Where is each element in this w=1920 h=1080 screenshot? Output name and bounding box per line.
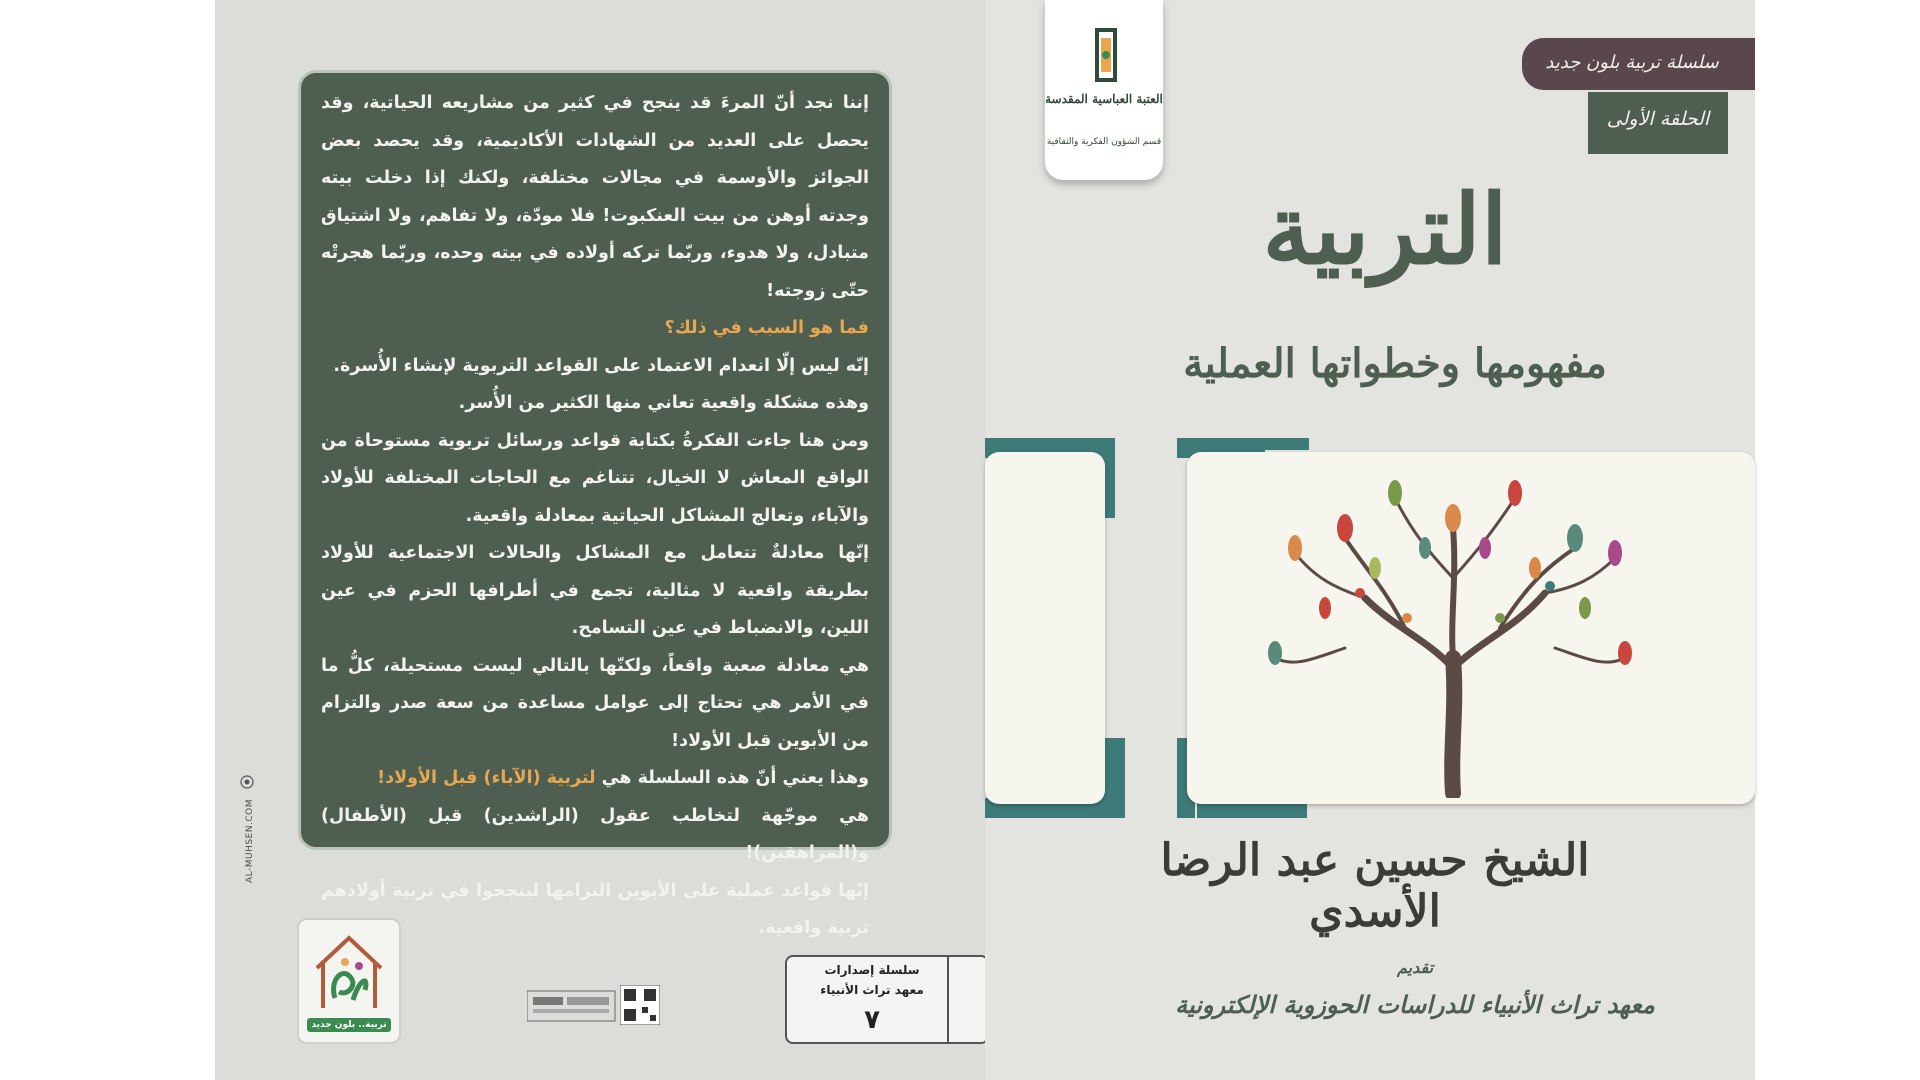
book-title: التربية [1262,173,1508,286]
presenter-label: تقديم [1396,958,1434,977]
website-url: AL-MUHSEN.COM [245,798,255,883]
episode-tab [1588,92,1728,154]
author-name: الشيخ حسين عبد الرضا الأسدي [1160,835,1590,937]
teal-strip [1103,738,1125,818]
blurb-paragraph: إننا نجد أنّ المرءَ قد ينجح في كثير من مشاريعه الحياتية، وقد يحصل على العديد من الشهادات الأكاديمية، وقد يحصد بعض الجوائز والأوسمة في مجالات مختلفة، ولكنك إذا دخلت بيته وجدته أوهن من بيت العنكبوت! فلا مودّة، ولا تفاهم، ولا اشتياق متبادل، ولا هدوء، وربّما تركه أولاده في بيته وحده، وربّما هجرتْه حتّى زوجته! [321,93,869,301]
blurb-paragraph: ومن هنا جاءت الفكرةُ بكتابة قواعد ورسائل تربوية مستوحاة من الواقع المعاش لا الخيال، تتناغم مع الحاجات المختلفة للأولاد والآباء، وتعالج المشاكل الحياتية بمعادلة واقعية. [321,430,869,526]
side-frame-card [985,452,1105,804]
barcode [620,985,660,1025]
presenter-name: معهد تراث الأنبياء للدراسات الحوزوية الإلكترونية [1175,990,1655,1019]
episode-label: الحلقة الأولى [1606,108,1710,130]
blurb-paragraph: إنّه ليس إلّا انعدام الاعتماد على القواعد التربوية لإنشاء الأُسرة. [333,355,869,376]
blurb-question: فما هو السبب في ذلك؟ [664,318,869,338]
series-logo-ribbon: تربية.. بلون جديد [307,1018,391,1032]
series-house-logo [297,918,401,1044]
back-cover [215,0,985,1080]
blurb-highlight: لتربية (الآباء) قبل الأولاد! [377,768,596,788]
institution-emblem-icon [1045,0,1163,90]
blurb-panel [298,70,892,938]
teal-strip [1265,438,1309,450]
blurb-paragraph: وهذه مشكلة واقعية تعاني منها الكثير من الأُسر. [458,393,869,413]
issue-box [785,955,989,1044]
series-label: سلسلة تربية بلون جديد [1545,52,1719,73]
website-vertical [237,775,257,895]
tree-of-people-illustration [1195,458,1725,798]
blurb-text [321,85,869,948]
barcode-icon [620,985,660,1025]
front-cover [985,0,1755,1080]
house-logo-icon [299,920,399,1020]
issue-number: ٧ [864,1005,880,1035]
institution-name: العتبة العباسية المقدسة [1045,92,1163,106]
issue-divider [947,957,949,1042]
blurb-paragraph: هي موجّهة لتخاطب عقول (الراشدين) قبل (الأطفال) و(المراهقين)! [321,805,869,863]
issue-series-label: سلسلة إصدارات [824,963,920,977]
book-subtitle: مفهومها وخطواتها العملية [1183,340,1607,387]
publisher-logo-icon [527,985,617,1027]
blurb-paragraph: إنّها معادلةٌ تتعامل مع المشاكل والحالات الاجتماعية للأولاد بطريقة واقعية لا مثالية، تجمع في أطرافها الحزم في عين اللين، والانضباط في عين التسامح. [321,543,869,638]
blurb-lead: وهذا يعني أنّ هذه السلسلة هي [595,768,869,788]
blurb-paragraph: إنّها قواعد عملية على الأبوين التزامها لينجحوا في تربية أولادهم تربية واقعية. [321,880,869,938]
blurb-paragraph [321,760,869,798]
institution-logo [1045,0,1163,180]
institution-department: قسم الشؤون الفكرية والثقافية [1046,137,1162,147]
series-tab [1522,38,1755,90]
issue-publisher-label: معهد تراث الأنبياء [820,983,924,997]
blurb-paragraph: هي معادلة صعبة واقعاً، ولكنّها بالتالي ليست مستحيلة، كلُّ ما في الأمر هي تحتاج إلى عوامل مساعدة من سعة صدر والتزام من الأبوين قبل الأولاد! [321,655,869,751]
